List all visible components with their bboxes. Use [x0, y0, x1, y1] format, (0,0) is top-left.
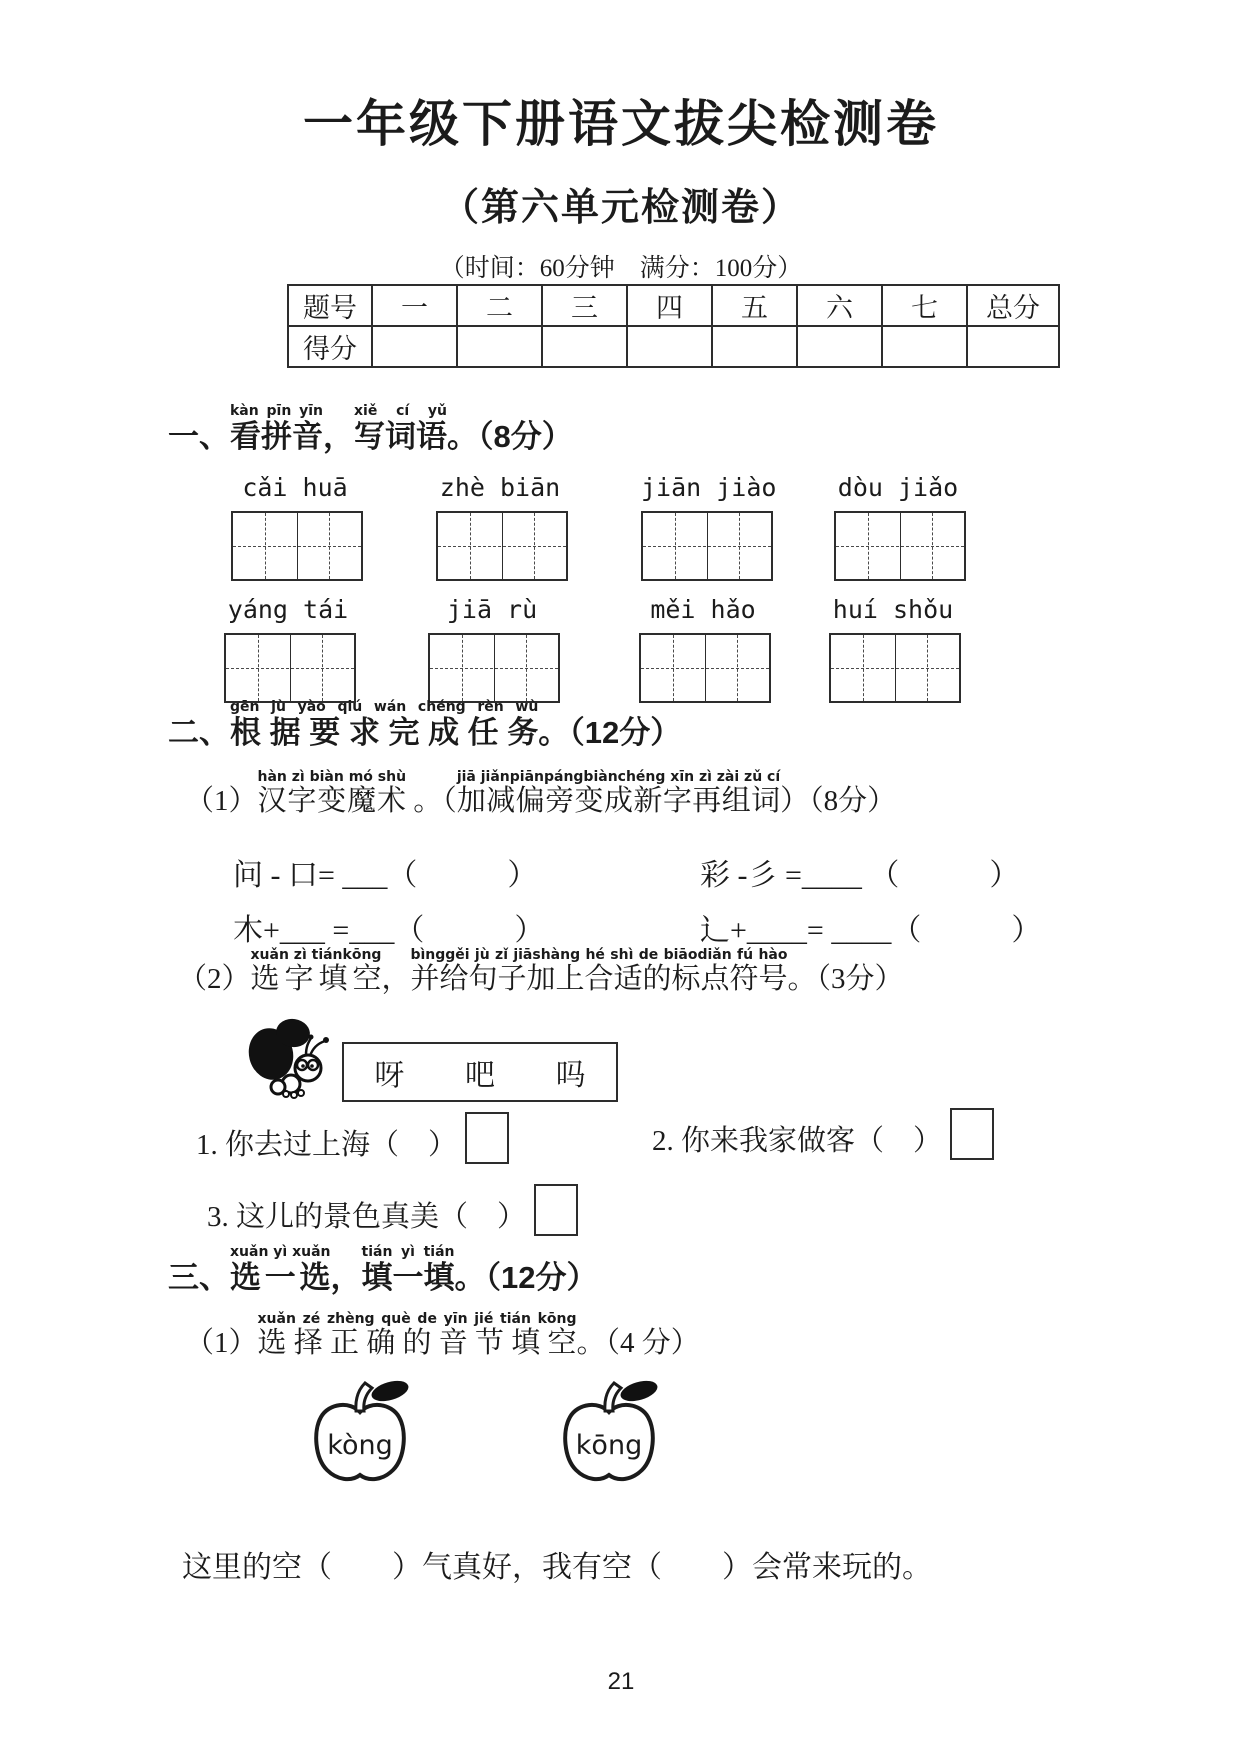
pinyin-label: zhè biān [439, 473, 561, 502]
section1-number: 一、 [168, 419, 230, 454]
pinyin-label: yáng tái [227, 595, 349, 624]
sub1-ruby1: 汉字变魔术hàn zì biàn mó shù [257, 769, 407, 817]
pinyin-label: huí shǒu [832, 595, 954, 624]
tianzige-box [639, 633, 771, 703]
word-group [231, 473, 359, 581]
character-formula: 木+___ =___（ ） [233, 914, 545, 947]
tianzige-box [834, 511, 966, 581]
score-table-header-cell: 七 [882, 285, 967, 326]
section3-sub1-heading: （1）选 择 正 确 的 音 节 填 空xuǎn zé zhèng què de yīn jié tián kōng。（4 分） [185, 1311, 700, 1359]
bug-illustration [246, 1014, 346, 1100]
punctuation-box [465, 1112, 509, 1164]
score-row-label: 得分 [288, 326, 372, 367]
choice-word: 呀 [374, 1059, 405, 1092]
tianzige-box [641, 511, 773, 581]
apple-option [551, 1378, 667, 1484]
score-blank-cell [712, 326, 797, 367]
tianzige-box [428, 633, 560, 703]
paper-title: 一年级下册语文拔尖检测卷 [303, 96, 939, 152]
apple-option [302, 1378, 418, 1484]
score-table-header-row [288, 285, 1059, 326]
character-formula: 辶+____= ____（ ） [700, 914, 1042, 947]
sub3-ruby: 选 择 正 确 的 音 节 填 空xuǎn zé zhèng què de yīn jié tián kōng [257, 1311, 577, 1359]
punctuation-box [950, 1108, 994, 1160]
section3-number: 三、 [168, 1260, 230, 1295]
score-table [287, 284, 1060, 368]
character-formula: 彩 -彡 =____ （ ） [700, 859, 1020, 892]
section1-ruby2: 写词语xiě cí yǔ [354, 403, 447, 454]
pinyin-label: jiā rù [446, 595, 538, 624]
word-choice-box [342, 1042, 618, 1102]
pinyin-label: měi hǎo [650, 595, 756, 624]
pinyin-label: cǎi huā [242, 473, 348, 502]
punctuation-box [534, 1184, 578, 1236]
score-table-header-cell: 五 [712, 285, 797, 326]
sentence-item: 1. 你去过上海（ ） [196, 1116, 509, 1168]
sub1-ruby2: 加减偏旁变成新字再组词jiā jiǎnpiānpángbiànchéng xīn zì zài zǔ cí [456, 769, 781, 817]
word-group [641, 473, 777, 581]
score-table-header-cell: 六 [797, 285, 882, 326]
score-table-score-row [288, 326, 1059, 367]
choice-word: 吗 [555, 1059, 586, 1092]
score-blank-cell [457, 326, 542, 367]
pinyin-label: jiān jiào [641, 473, 777, 502]
paper-subtitle: （第六单元检测卷） [440, 187, 801, 229]
word-group [834, 473, 962, 581]
word-group [829, 595, 957, 703]
score-table-header-cell: 一 [372, 285, 457, 326]
pinyin-label: dòu jiǎo [837, 473, 959, 502]
bug-icon [246, 1014, 346, 1100]
character-formula: 问 - 口= ___（ ） [233, 859, 538, 892]
score-blank-cell [542, 326, 627, 367]
choice-word: 吧 [464, 1059, 495, 1092]
section2-heading: 二、根 据 要 求 完 成 任 务gēn jù yào qiú wán chéng rèn wù。（12分） [168, 699, 682, 750]
sub2-ruby2: 并给句子加上合适的标点符号bìnggěi jù zǐ jiāshàng hé shì de biāodiǎn fú hào [410, 947, 788, 995]
section1-heading: 一、看拼音kàn pīn yīn，写词语xiě cí yǔ。（8分） [168, 403, 573, 454]
apple-pinyin: kōng [575, 1430, 643, 1461]
score-table-header-cell: 总分 [967, 285, 1059, 326]
tianzige-box [829, 633, 961, 703]
score-table-header-cell: 三 [542, 285, 627, 326]
word-group [428, 595, 556, 703]
section2-sub2-heading: （2）选字填空xuǎn zì tiánkōng，并给句子加上合适的标点符号bìnggěi jù zǐ jiāshàng hé shì de biāodiǎn fú hào。（3分） [178, 947, 904, 995]
page-number: 21 [607, 1668, 635, 1695]
score-blank-cell [882, 326, 967, 367]
word-group [639, 595, 767, 703]
score-blank-cell [627, 326, 712, 367]
section2-ruby: 根 据 要 求 完 成 任 务gēn jù yào qiú wán chéng rèn wù [230, 699, 539, 750]
fill-in-sentence: 这里的空（ ）气真好，我有空（ ）会常来玩的。 [182, 1551, 932, 1584]
paper-meta: （时间：60分钟 满分：100分） [439, 255, 803, 282]
tianzige-box [231, 511, 363, 581]
section1-ruby1: 看拼音kàn pīn yīn [230, 403, 323, 454]
sub2-ruby1: 选字填空xuǎn zì tiánkōng [250, 947, 382, 995]
score-table-header-cell: 二 [457, 285, 542, 326]
section3-ruby2: 填一填tián yì tián [361, 1244, 455, 1295]
score-blank-cell [372, 326, 457, 367]
section2-number: 二、 [168, 715, 230, 750]
apple-pinyin: kòng [327, 1430, 393, 1461]
score-blank-cell [967, 326, 1059, 367]
sentence-item: 2. 你来我家做客（ ） [652, 1112, 994, 1164]
word-group [224, 595, 352, 703]
score-table-header-cell: 题号 [288, 285, 372, 326]
tianzige-box [224, 633, 356, 703]
score-blank-cell [797, 326, 882, 367]
tianzige-box [436, 511, 568, 581]
section2-sub1-heading: （1）汉字变魔术hàn zì biàn mó shù 。（加减偏旁变成新字再组词jiā jiǎnpiānpángbiànchéng xīn zì zài zǔ cí）（8分） [185, 769, 897, 817]
sentence-item: 3. 这儿的景色真美（ ） [207, 1188, 578, 1240]
word-group [436, 473, 564, 581]
section3-ruby1: 选一选xuǎn yì xuǎn [230, 1244, 331, 1295]
section3-heading: 三、选一选xuǎn yì xuǎn，填一填tián yì tián。（12分） [168, 1244, 598, 1295]
score-table-header-cell: 四 [627, 285, 712, 326]
